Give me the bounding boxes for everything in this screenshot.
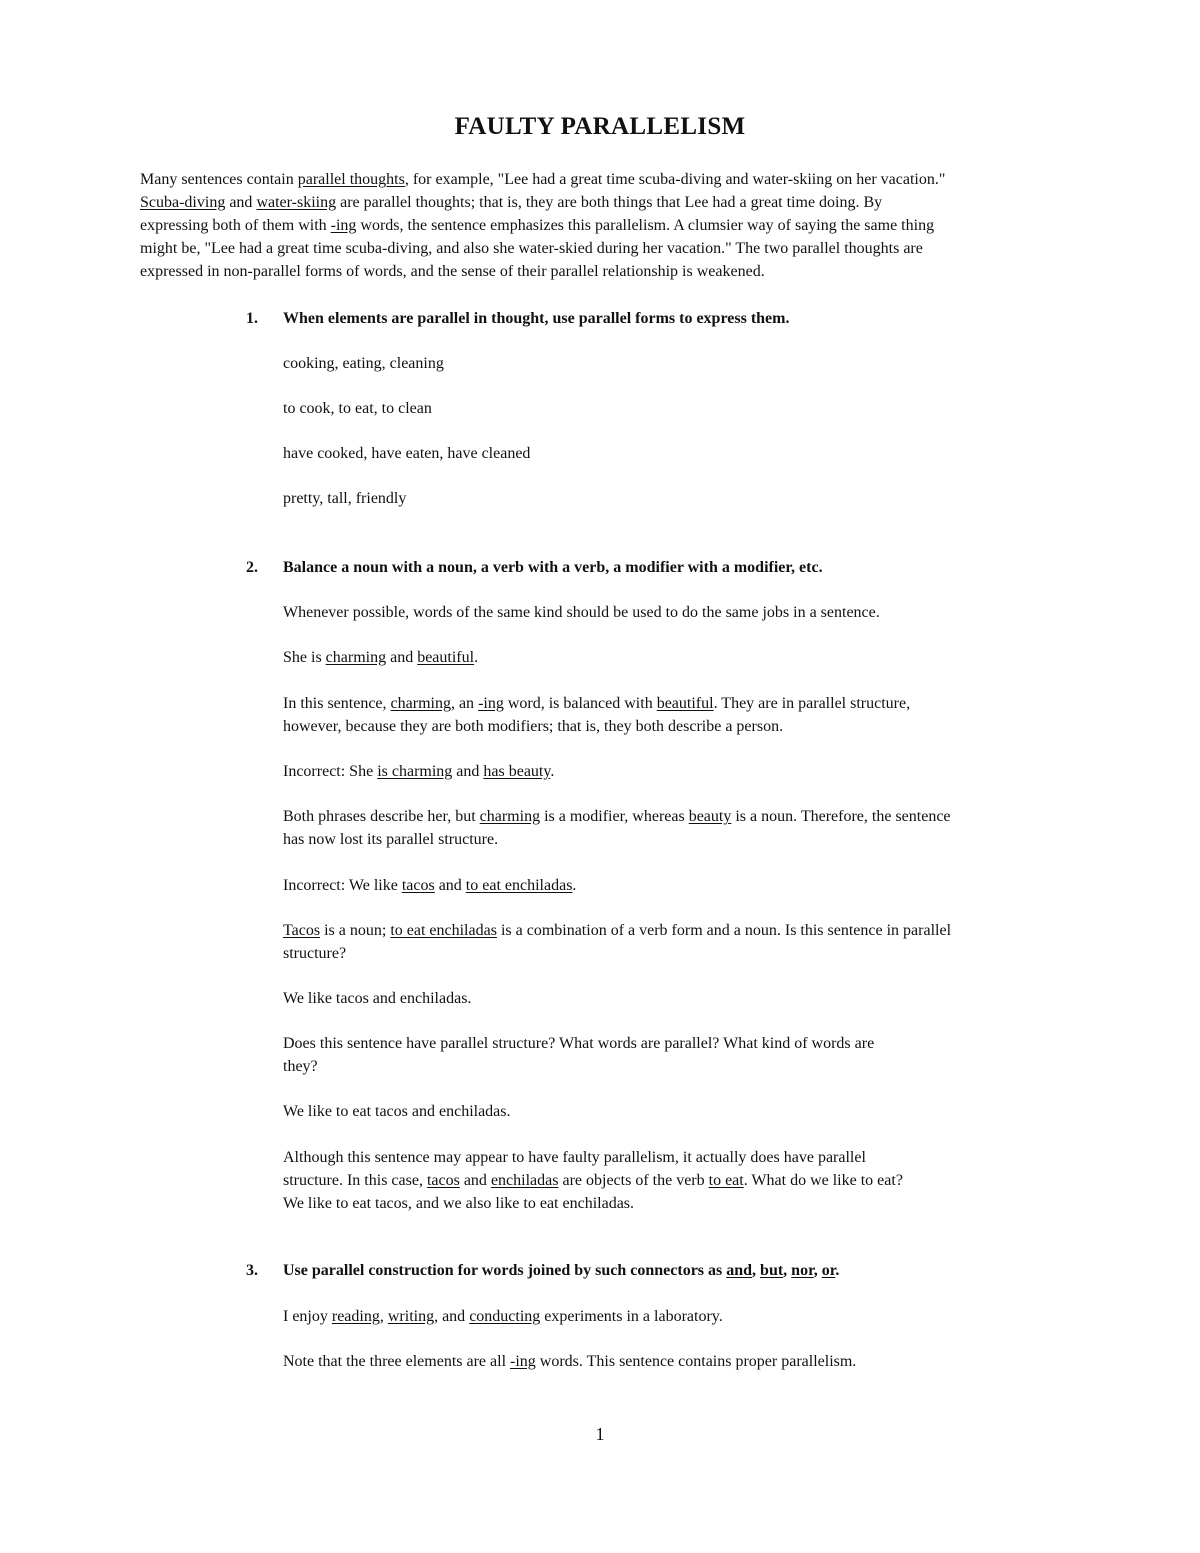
underlined-term: water-skiing — [256, 194, 337, 211]
example-sentence: I enjoy reading, writing, and conducting experiments in a laboratory. — [283, 1308, 723, 1325]
example-line: have cooked, have eaten, have cleaned — [283, 445, 531, 462]
underlined-term: or — [821, 1262, 836, 1279]
body-paragraph: In this sentence, charming, an -ing word, is balanced with beautiful. They are in parallel structure, however, because they are both modifiers; that is, they both describe a person. — [283, 695, 911, 735]
underlined-term: beautiful — [417, 649, 475, 666]
underlined-term: tacos — [401, 877, 435, 894]
page-title: FAULTY PARALLELISM — [454, 113, 746, 140]
underlined-term: Tacos — [283, 922, 321, 939]
page-number: 1 — [595, 1424, 605, 1444]
intro-line: expressing both of them with -ing words, the sentence emphasizes this parallelism. A clumsier way of saying the same thing — [140, 217, 935, 234]
example-sentence: We like to eat tacos and enchiladas. — [283, 1103, 511, 1120]
intro-paragraph — [140, 168, 1125, 283]
underlined-term: parallel thoughts — [297, 171, 405, 188]
body-paragraph: Both phrases describe her, but charming is a modifier, whereas beauty is a noun. Therefore, the sentence has now lost its parallel structure. — [283, 808, 951, 848]
underlined-term: -ing — [330, 217, 357, 234]
intro-line: expressed in non-parallel forms of words, and the sense of their parallel relationship is weakened. — [140, 263, 765, 280]
incorrect-example: Incorrect: She is charming and has beauty. — [283, 763, 555, 780]
underlined-term: is charming — [377, 763, 453, 780]
underlined-term: to eat enchiladas — [465, 877, 573, 894]
intro-line: might be, "Lee had a great time scuba-diving, and also she water-skied during her vacation." The two parallel thoughts are — [140, 240, 923, 257]
example-line: to cook, to eat, to clean — [283, 400, 432, 417]
underlined-term: beautiful — [656, 695, 714, 712]
section-3-heading: Use parallel construction for words joined by such connectors as and, but, nor, or. — [283, 1262, 840, 1279]
underlined-term: but — [760, 1262, 784, 1279]
underlined-term: tacos — [426, 1172, 460, 1189]
body-paragraph: Tacos is a noun; to eat enchiladas is a combination of a verb form and a noun. Is this sentence in parallel structure? — [283, 922, 952, 962]
intro-line: Many sentences contain parallel thoughts, for example, "Lee had a great time scuba-diving and water-skiing on her vacation." — [140, 171, 946, 188]
underlined-term: -ing — [510, 1353, 536, 1370]
underlined-term: charming — [325, 649, 387, 666]
body-paragraph: Whenever possible, words of the same kind should be used to do the same jobs in a sentence. — [283, 604, 880, 621]
underlined-term: reading — [331, 1308, 380, 1325]
example-line: cooking, eating, cleaning — [283, 355, 444, 372]
underlined-term: has beauty — [483, 763, 551, 780]
underlined-term: to eat — [708, 1172, 744, 1189]
body-paragraph: Although this sentence may appear to have faulty parallelism, it actually does have parallel structure. In this case, tacos and enchiladas are objects of the verb to eat. What do we like to eat? We like to eat tacos, and we also like to eat enchiladas. — [283, 1149, 903, 1212]
underlined-term: -ing — [478, 695, 504, 712]
section-2-heading: Balance a noun with a noun, a verb with a verb, a modifier with a modifier, etc. — [283, 559, 823, 576]
question-paragraph: Does this sentence have parallel structure? What words are parallel? What kind of words are they? — [283, 1035, 875, 1075]
underlined-term: charming — [479, 808, 541, 825]
section-1-number: 1. — [246, 310, 258, 327]
underlined-term: charming — [390, 695, 451, 712]
section-1-heading: When elements are parallel in thought, use parallel forms to express them. — [283, 310, 790, 327]
example-sentence: She is charming and beautiful. — [283, 649, 479, 666]
underlined-term: writing — [387, 1308, 435, 1325]
underlined-term: enchiladas — [490, 1172, 559, 1189]
intro-line: Scuba-diving and water-skiing are parallel thoughts; that is, they are both things that Lee had a great time doing. By — [140, 194, 883, 211]
incorrect-example: Incorrect: We like tacos and to eat enchiladas. — [283, 877, 577, 894]
underlined-term: Scuba-diving — [140, 194, 226, 211]
underlined-term: and — [726, 1262, 753, 1279]
section-3-number: 3. — [246, 1262, 258, 1279]
underlined-term: beauty — [688, 808, 732, 825]
body-paragraph: Note that the three elements are all -ing words. This sentence contains proper parallelism. — [283, 1353, 857, 1370]
underlined-term: conducting — [469, 1308, 541, 1325]
example-sentence: We like tacos and enchiladas. — [283, 990, 472, 1007]
underlined-term: to eat enchiladas — [390, 922, 497, 939]
section-2-number: 2. — [246, 559, 258, 576]
example-line: pretty, tall, friendly — [283, 490, 407, 507]
underlined-term: nor — [791, 1262, 814, 1279]
